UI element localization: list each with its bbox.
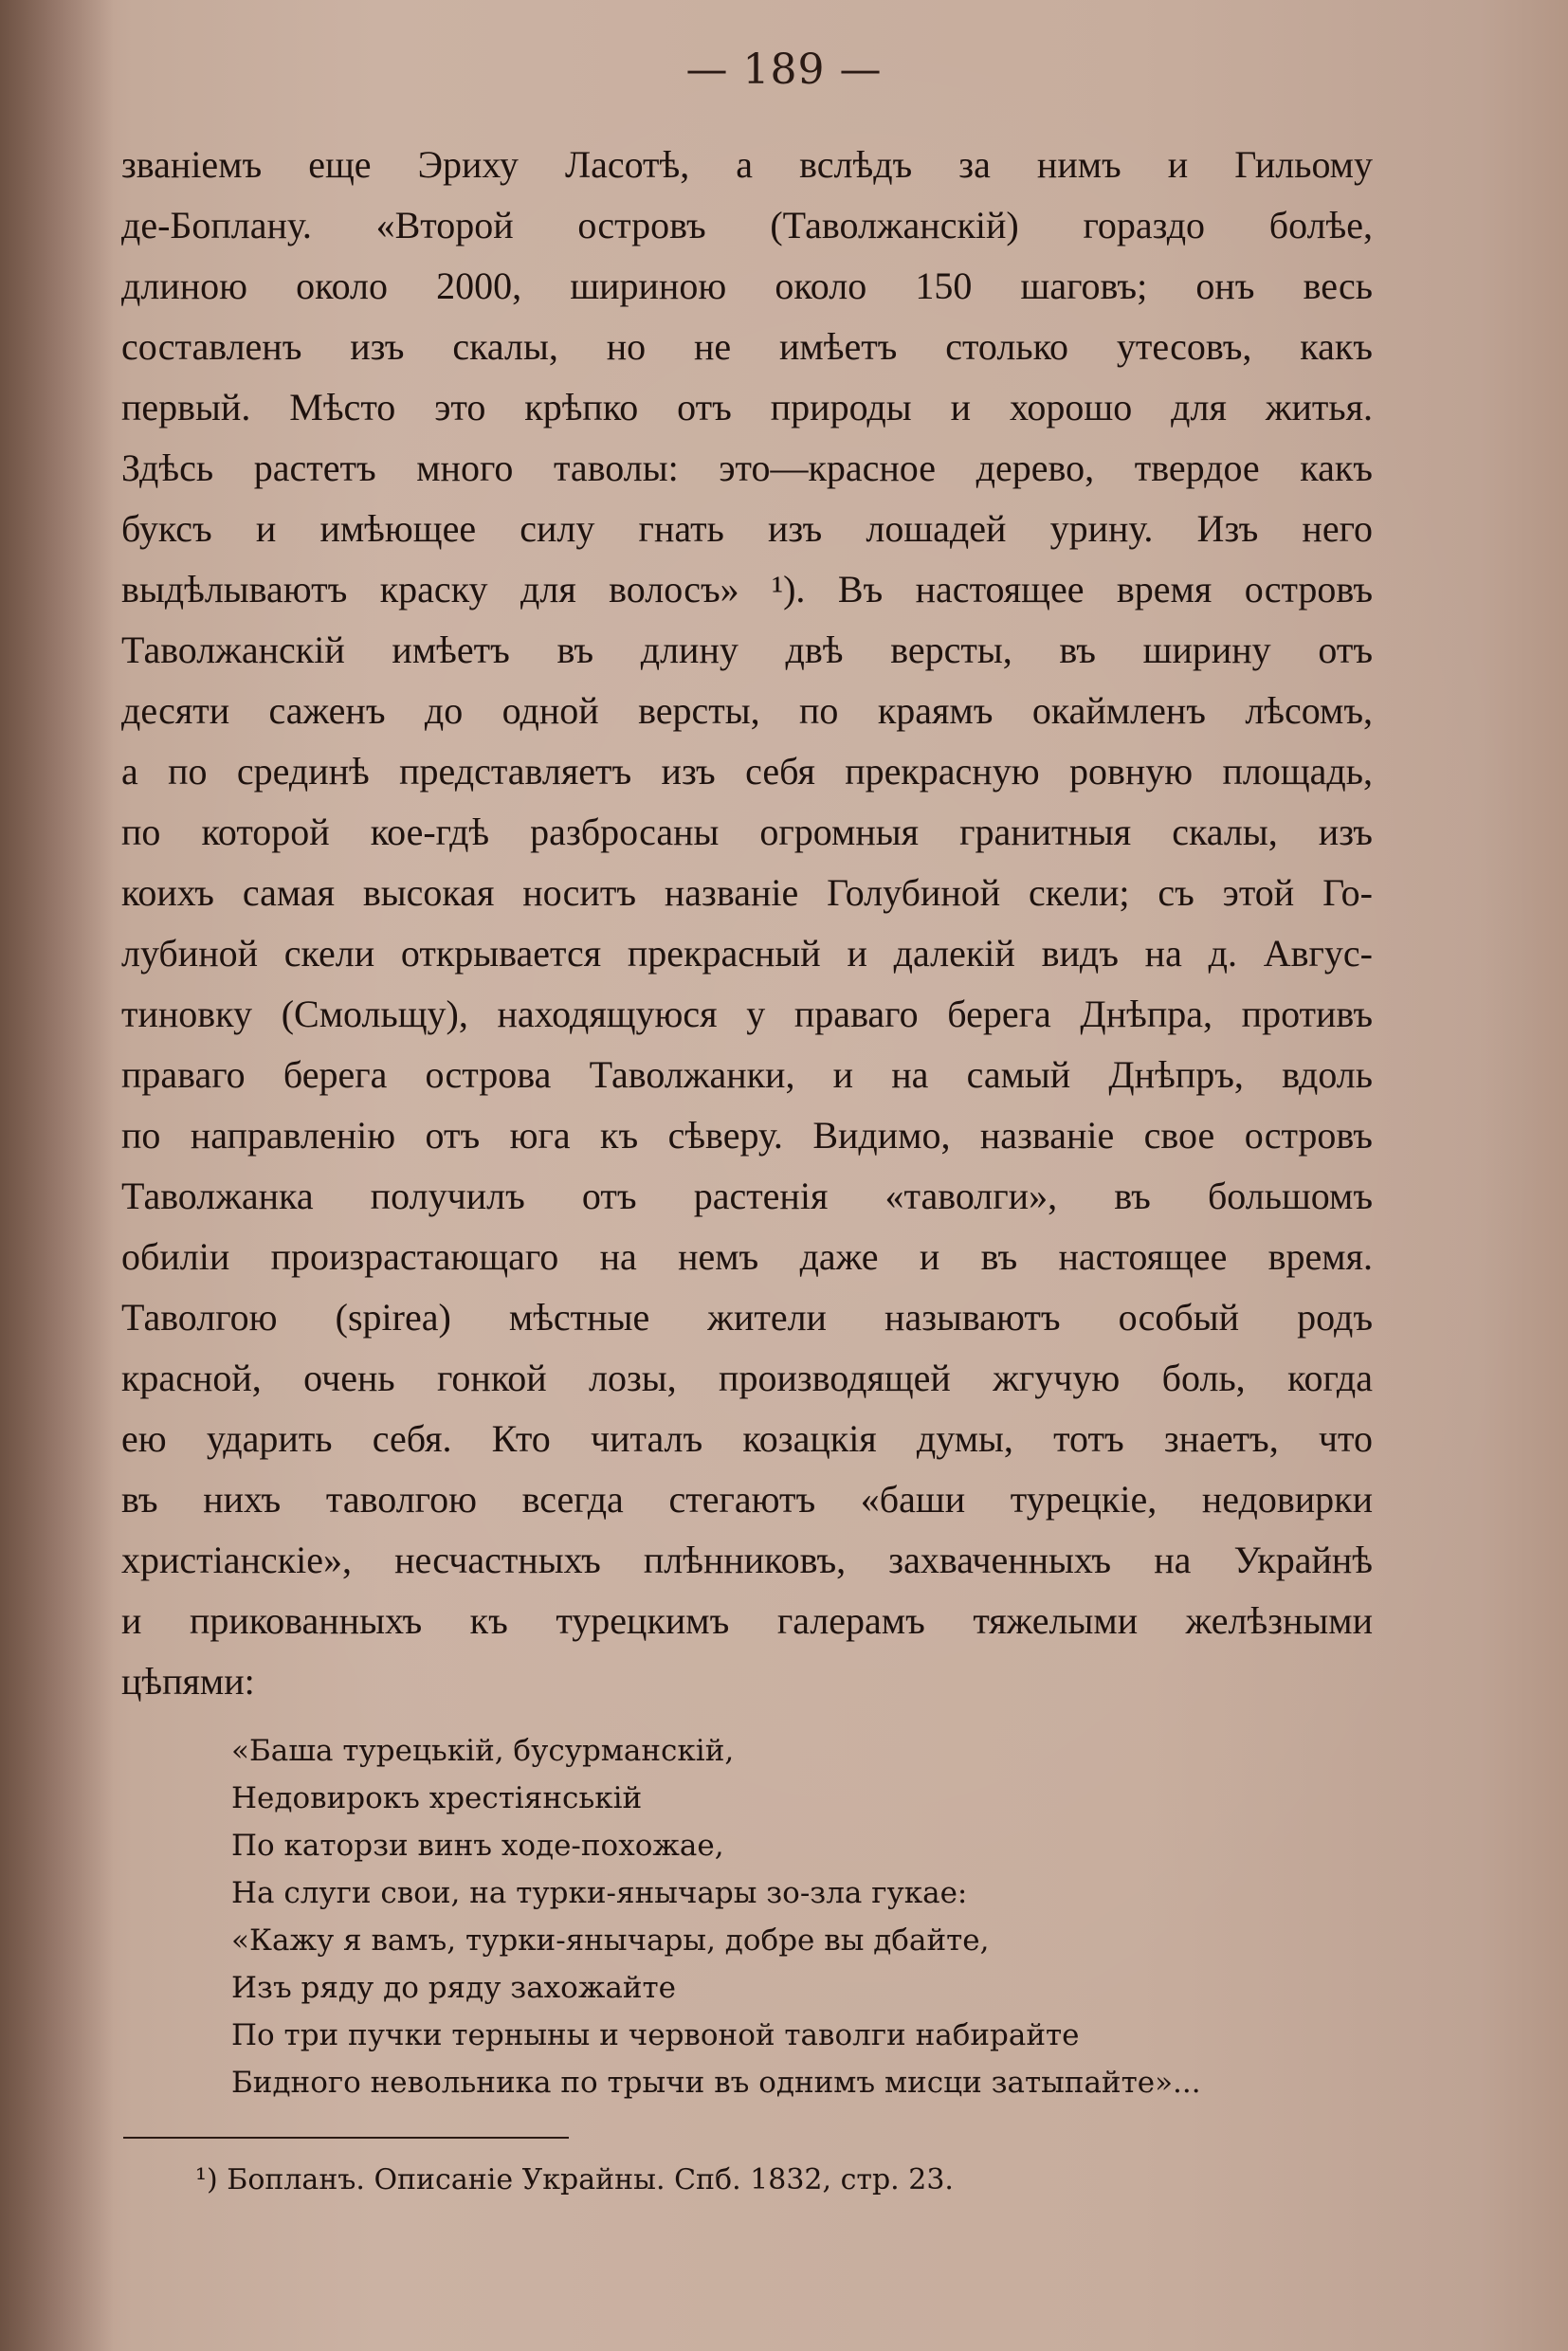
text-line: Здѣсь растетъ много таволы: это—красное дерево, твердое какъ [121,447,1373,489]
poem-line: Бидного невольника по трычи въ однимъ мисци затыпайте»... [231,2066,1201,2100]
footnote-divider [123,2137,569,2139]
text-line: Таволжанскій имѣетъ въ длину двѣ версты, въ ширину отъ [121,629,1373,671]
text-line: христіанскіе», несчастныхъ плѣнниковъ, захваченныхъ на Украйнѣ [121,1539,1373,1581]
footnote: ¹) Бопланъ. Описаніе Украйны. Спб. 1832, стр. 23. [195,2163,954,2196]
poem-line: «Кажу я вамъ, турки-янычары, добре вы дбайте, [231,1923,990,1958]
text-line: и прикованныхъ къ турецкимъ галерамъ тяжелыми желѣзными [121,1599,1373,1642]
text-line: лубиной скели открывается прекрасный и далекій видъ на д. Авгус- [121,932,1373,975]
text-line: составленъ изъ скалы, но не имѣетъ столько утесовъ, какъ [121,325,1373,368]
poem-line: «Баша турецькій, бусурманскій, [231,1734,735,1768]
text-line: коихъ самая высокая носитъ названіе Голубиной скели; съ этой Го- [121,871,1373,914]
text-line: длиною около 2000, шириною около 150 шаговъ; онъ весь [121,264,1373,307]
text-line: де-Боплану. «Второй островъ (Таволжанскій) гораздо болѣе, [121,204,1373,246]
gutter-shadow [0,0,114,2351]
text-line: въ нихъ таволгою всегда стегаютъ «баши турецкіе, недовирки [121,1478,1373,1521]
text-line: цѣпями: [121,1660,255,1703]
text-line: по направленію отъ юга къ сѣверу. Видимо, названіе свое островъ [121,1114,1373,1157]
text-line: тиновку (Смольщу), находящуюся у праваго берега Днѣпра, противъ [121,993,1373,1035]
text-line: званіемъ еще Эриху Ласотѣ, а вслѣдъ за нимъ и Гильому [121,143,1373,186]
text-line: обиліи произрастающаго на немъ даже и въ настоящее время. [121,1235,1373,1278]
poem-line: На слуги свои, на турки-янычары зо-зла гукае: [231,1876,968,1910]
page-number: — 189 — [685,46,883,94]
text-line: по которой кое-гдѣ разбросаны огромныя гранитныя скалы, изъ [121,811,1373,853]
text-line: а по срединѣ представляетъ изъ себя прекрасную ровную площадь, [121,750,1373,793]
text-line: десяти саженъ до одной версты, по краямъ окаймленъ лѣсомъ, [121,689,1373,732]
main-text [121,135,1373,1712]
text-line: красной, очень гонкой лозы, производящей жгучую боль, когда [121,1357,1373,1399]
poem-line: По каторзи винъ ходе-похожае, [231,1829,724,1863]
text-line: выдѣлываютъ краску для волосъ» ¹). Въ настоящее время островъ [121,568,1373,611]
text-line: ею ударить себя. Кто читалъ козацкія думы, тотъ знаетъ, что [121,1417,1373,1460]
poem-line: По три пучки терныны и червоной таволги набирайте [231,2018,1080,2052]
poem-line: Изъ ряду до ряду захожайте [231,1971,676,2005]
text-line: Таволжанка получилъ отъ растенія «таволги», въ большомъ [121,1175,1373,1217]
poem-line: Недовирокъ хрестіянській [231,1781,643,1815]
text-line: праваго берега острова Таволжанки, и на самый Днѣпръ, вдоль [121,1053,1373,1096]
poem-quote [231,1727,1350,2106]
text-line: Таволгою (spirea) мѣстные жители называютъ особый родъ [121,1296,1373,1339]
text-line: первый. Мѣсто это крѣпко отъ природы и хорошо для житья. [121,386,1373,428]
text-line: буксъ и имѣющее силу гнать изъ лошадей урину. Изъ него [121,507,1373,550]
